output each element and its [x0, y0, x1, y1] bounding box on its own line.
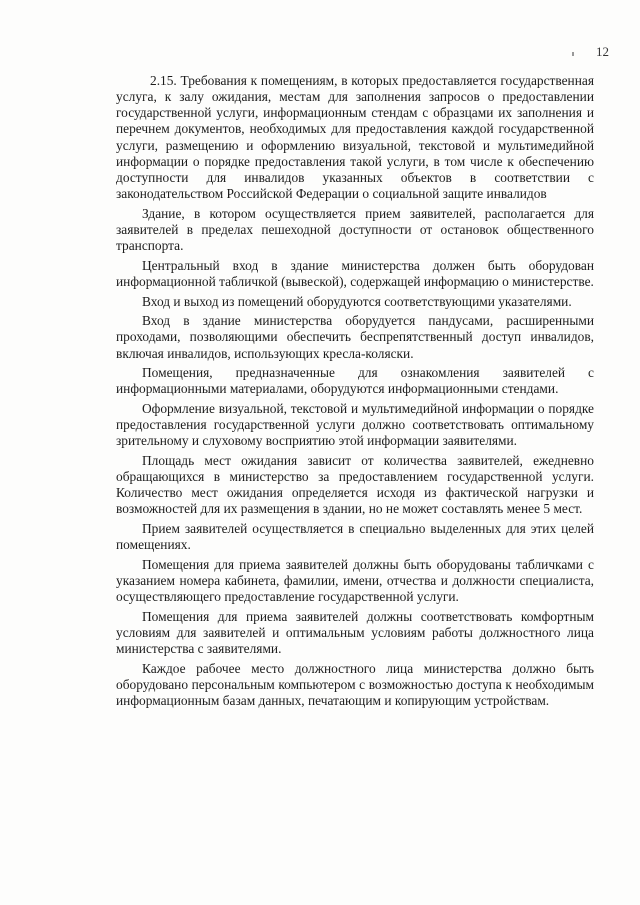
paragraph-waiting-area: Площадь мест ожидания зависит от количества заявителей, ежедневно обращающихся в министерство за предоставлением государственной услуги. Количество мест ожидания определяется исходя из фактической нагрузки и возможностей для их размещения в здании, но не может составлять менее 5 мест.	[116, 452, 594, 517]
paragraph-reception-rooms: Прием заявителей осуществляется в специально выделенных для этих целей помещениях.	[116, 521, 594, 553]
paragraph-info-design: Оформление визуальной, текстовой и мультимедийной информации о порядке предоставления государственной услуги должно соответствовать оптимальному зрительному и слуховому восприятию этой информации заявителями.	[116, 400, 594, 449]
paragraph-central-entrance: Центральный вход в здание министерства должен быть оборудован информационной табличкой (вывеской), содержащей информацию о министерстве.	[116, 257, 594, 289]
scan-mark	[572, 52, 574, 56]
paragraph-room-signs: Помещения для приема заявителей должны быть оборудованы табличками с указанием номера кабинета, фамилии, имени, отчества и должности специалиста, осуществляющего предоставление государственной услуги.	[116, 556, 594, 605]
paragraph-ramps: Вход в здание министерства оборудуется пандусами, расширенными проходами, позволяющими обеспечить беспрепятственный доступ инвалидов, включая инвалидов, использующих кресла-коляски.	[116, 313, 594, 361]
document-body	[116, 73, 594, 713]
page-number: 12	[596, 44, 609, 59]
paragraph-workplace-equipment: Каждое рабочее место должностного лица министерства должно быть оборудовано персональным компьютером с возможностью доступа к необходимым информационным базам данных, печатающим и копирующим устройствам.	[116, 660, 594, 709]
paragraph-info-stands: Помещения, предназначенные для ознакомления заявителей с информационными материалами, оборудуются информационными стендами.	[116, 365, 594, 397]
paragraph-comfort-conditions: Помещения для приема заявителей должны соответствовать комфортным условиям для заявителей и оптимальным условиям работы должностного лица министерства с заявителями.	[116, 608, 594, 657]
paragraph-entry-exit-signs: Вход и выход из помещений оборудуются соответствующими указателями.	[142, 293, 572, 309]
paragraph-section-2-15: 2.15. Требования к помещениям, в которых предоставляется государственная услуга, к залу ожидания, местам для заполнения запросов о предоставлении государственной услуги, информационным стендам с образцами их заполнения и перечнем документов, необходимых для предоставления каждой государственной услуги, размещению и оформлению визуальной, текстовой и мультимедийной информации о порядке предоставления такой услуги, в том числе к обеспечению доступности для инвалидов указанных объектов в соответствии с законодательством Российской Федерации о социальной защите инвалидов	[116, 73, 594, 202]
paragraph-building-location: Здание, в котором осуществляется прием заявителей, располагается для заявителей в пределах пешеходной доступности от остановок общественного транспорта.	[116, 205, 594, 254]
